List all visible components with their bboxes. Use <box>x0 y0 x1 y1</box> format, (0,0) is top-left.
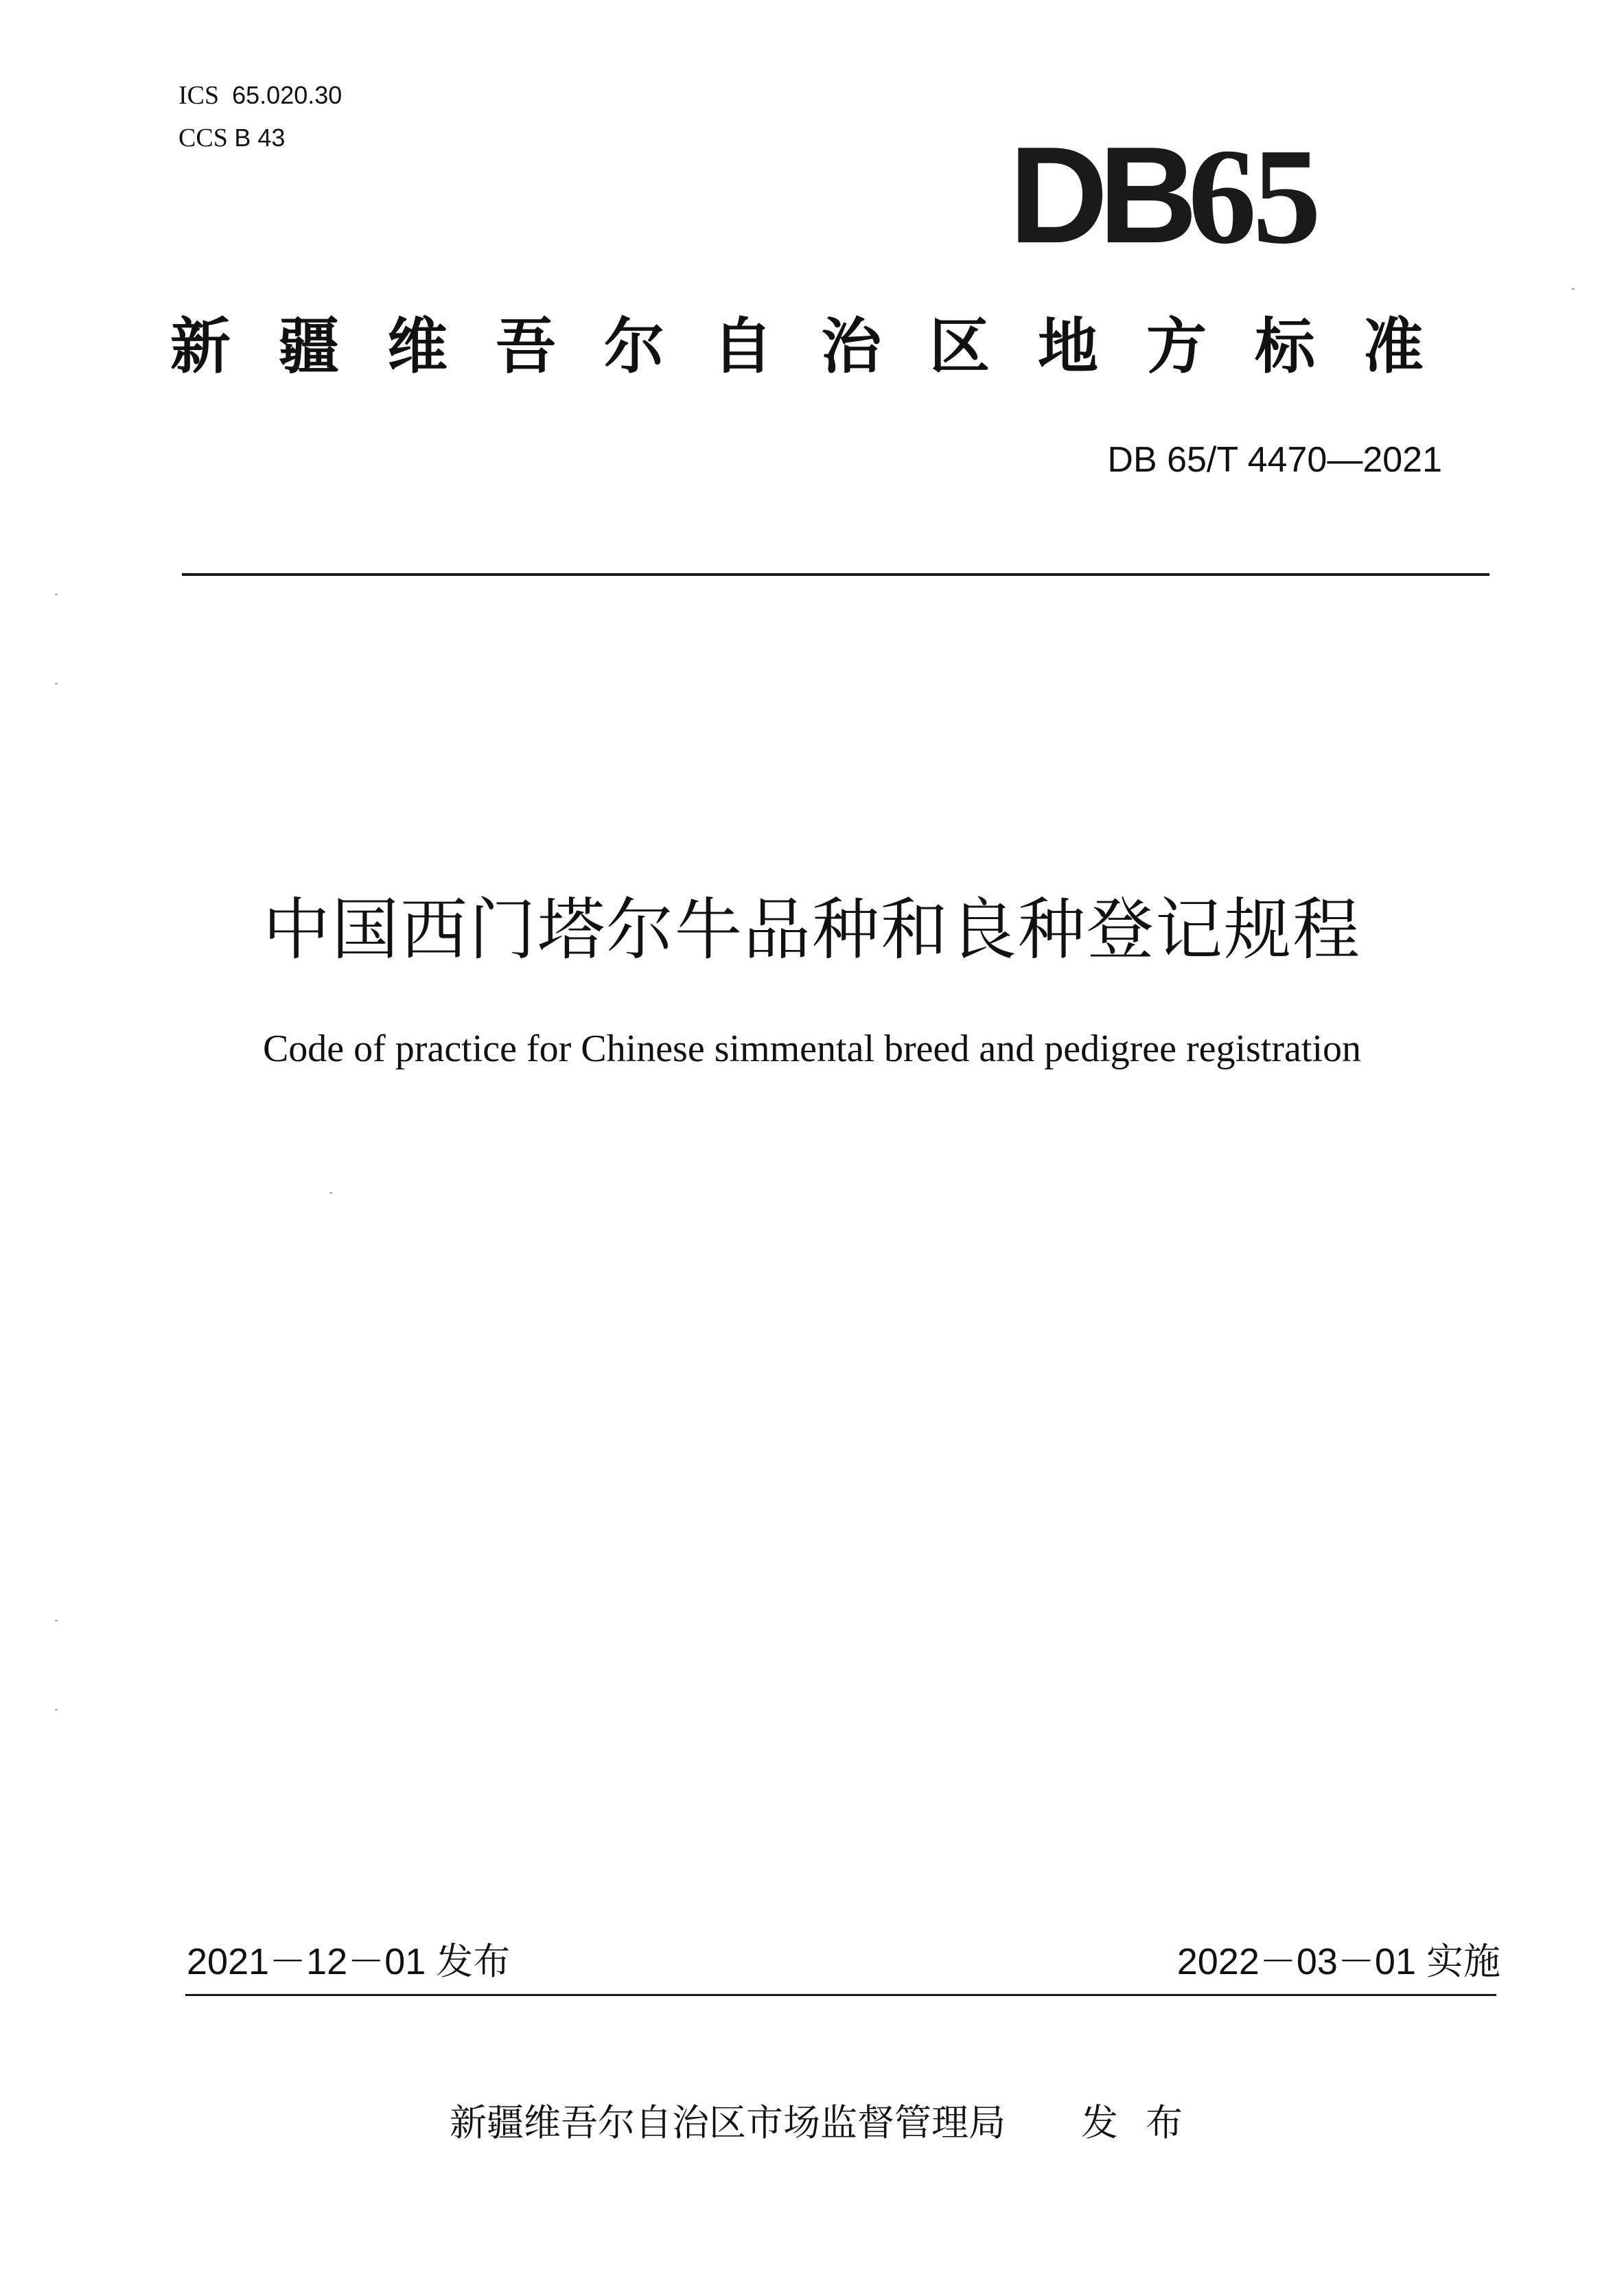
ccs-code-row <box>178 117 342 159</box>
ccs-label: CCS <box>178 124 228 152</box>
scan-speck <box>1572 288 1575 290</box>
publisher-line <box>450 2097 1210 2149</box>
footer-divider <box>185 1994 1496 1996</box>
scan-speck <box>55 594 58 595</box>
scan-speck <box>329 1192 332 1194</box>
standard-number: DB 65/T 4470—2021 <box>1107 440 1442 480</box>
document-title-chinese: 中国西门塔尔牛品种和良种登记规程 <box>262 891 1361 969</box>
db-logo-prefix: DB <box>1009 119 1188 272</box>
publisher-name: 新疆维吾尔自治区市场监督管理局 <box>450 2101 1006 2144</box>
scan-speck <box>55 1709 58 1711</box>
header-divider <box>182 573 1489 576</box>
db-logo-number: 65 <box>1187 121 1317 272</box>
document-title-english: Code of practice for Chinese simmental breed and pedigree registration <box>262 1028 1362 1070</box>
standard-type-title: 新疆维吾尔自治区地方标准 <box>170 311 1472 382</box>
db65-logo <box>1009 119 1317 272</box>
ics-label: ICS <box>178 81 220 110</box>
classification-codes <box>178 74 342 159</box>
ics-code-row <box>178 74 342 117</box>
ics-code: 65.020.30 <box>232 81 343 109</box>
scan-speck <box>55 683 58 684</box>
publisher-action: 发布 <box>1081 2101 1210 2144</box>
implementation-date: 2022－03－01 实施 <box>1176 1941 1500 1982</box>
ccs-code: B 43 <box>234 124 286 152</box>
scan-speck <box>55 1620 58 1621</box>
issue-date: 2021－12－01 发布 <box>187 1941 511 1982</box>
